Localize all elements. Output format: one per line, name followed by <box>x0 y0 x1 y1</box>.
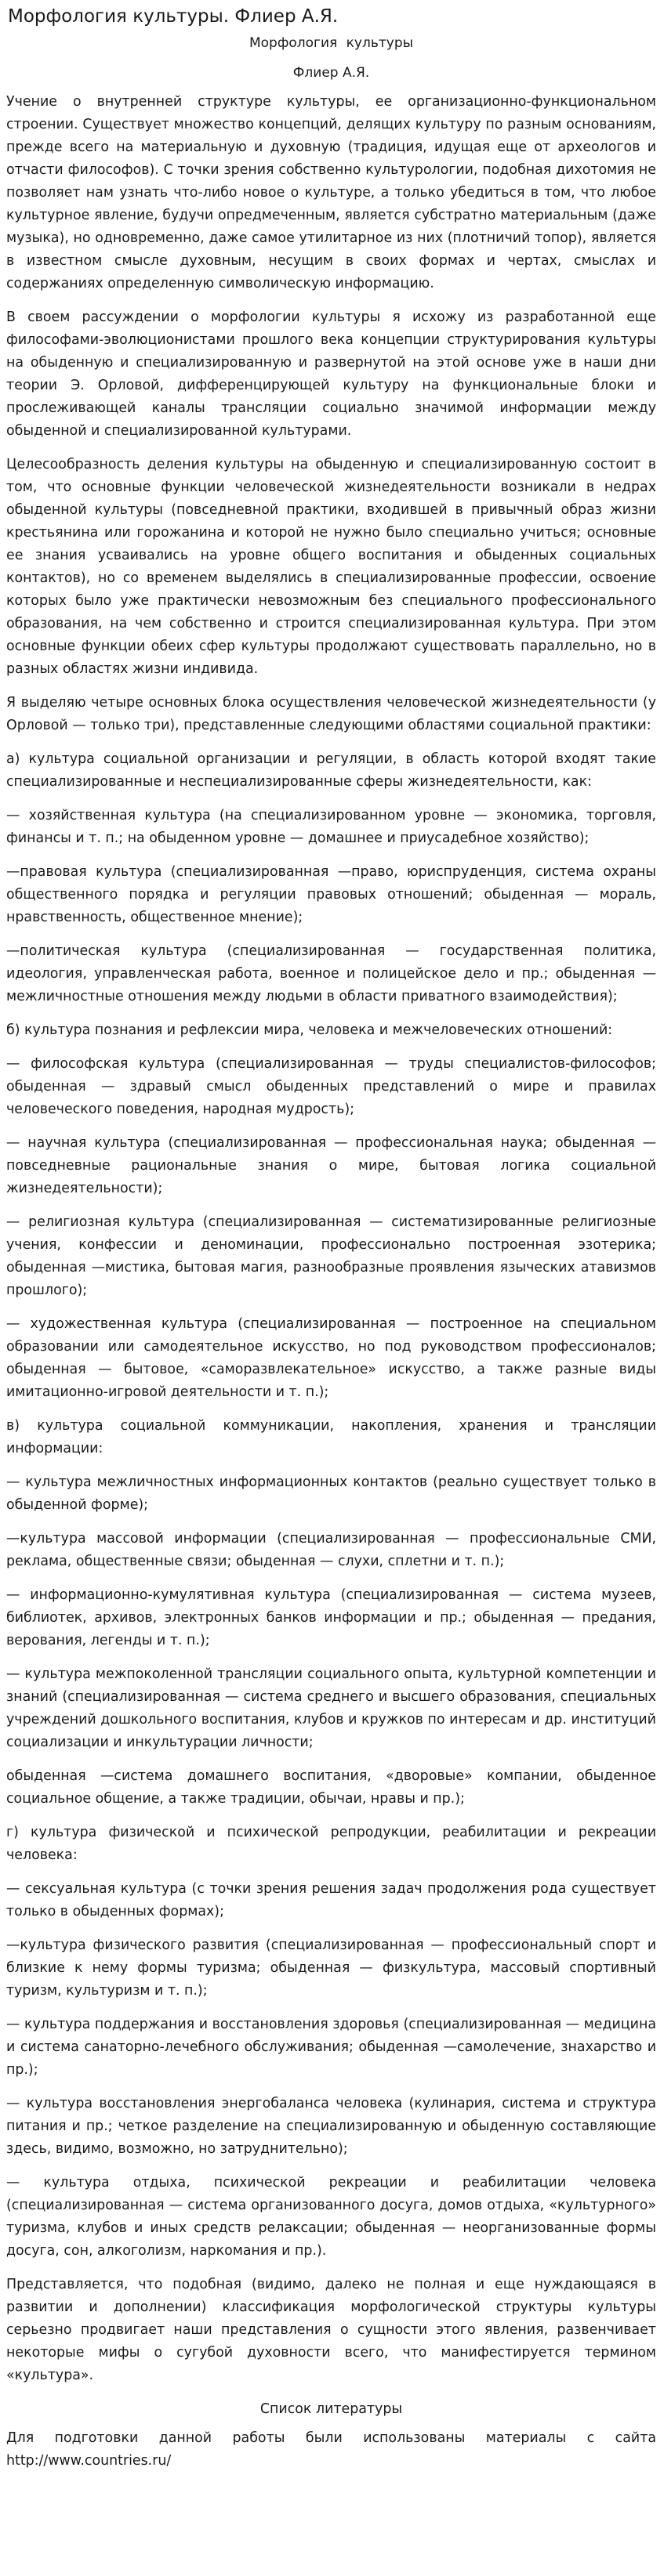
paragraph: — культура межличностных информационных контактов (реально существует только в обыденной форме); <box>6 1474 656 1513</box>
paragraph: —культура физического развития (специализированная — профессиональный спорт и близкие к нему формы туризма; обыденная — физкультура, массовый спортивный туризм, культуризм и т. п.); <box>6 1937 656 1999</box>
document-body <box>6 91 656 2387</box>
paragraph: — культура межпоколенной трансляции социального опыта, культурной компетенции и знаний (специализированная — система среднего и высшего образования, специальных учреждений дошкольного воспитания, клубов и кружков по интересам и др. институций социализации и инкультурации личности; <box>6 1666 656 1750</box>
paragraph: — художественная культура (специализированная — построенное на специальном образовании или самодеятельное искусство, но под руководством профессионалов; обыденная — бытовое, «саморазвлекательное» искусство, а также разные виды имитационно-игровой деятельности и т. п.); <box>6 1316 656 1400</box>
paragraph: Целесообразность деления культуры на обыденную и специализированную состоит в том, что основные функции человеческой жизнедеятельности возникали в недрах обыденной культуры (повседневной практики, входившей в привычный образ жизни крестьянина или горожанина и которой не нужно было специально учиться; основные ее знания усваивались на уровне общего воспитания и обыденных социальных контактов), но со временем выделялись в специализированные профессии, освоение которых было уже практически невозможным без специального профессионального образования, на чем собственно и строится специализированная культура. При этом основные функции обеих сфер культуры продолжают существовать параллельно, но в разных областях жизни индивида. <box>6 457 656 677</box>
paragraph: обыденная —система домашнего воспитания, «дворовые» компании, обыденное социальное общение, а также традиции, обычаи, нравы и пр.); <box>6 1768 656 1807</box>
paragraph: —культура массовой информации (специализированная — профессиональные СМИ, реклама, общественные связи; обыденная — слухи, сплетни и т. п.); <box>6 1531 656 1569</box>
paragraph: — религиозная культура (специализированная — систематизированные религиозные учения, конфессии и деноминации, профессионально построенная эзотерика; обыденная —мистика, бытовая магия, разнообразные проявления языческих атавизмов прошлого); <box>6 1214 656 1298</box>
references-text: Для подготовки данной работы были использованы материалы с сайта http://www.countries.ru/ <box>6 2430 656 2469</box>
paragraph: — культура отдыха, психической рекреации и реабилитации человека (специализированная — система организованного досуга, домов отдыха, «культурного» туризма, клубов и иных средств релаксации; обыденная — неорганизованные формы досуга, сон, алкоголизм, наркомания и пр.). <box>6 2175 656 2259</box>
paragraph: —правовая культура (специализированная —право, юриспруденция, система охраны общественного порядка и регуляции правовых отношений; обыденная — мораль, нравственность, общественное мнение); <box>6 864 656 925</box>
paragraph: в) культура социальной коммуникации, накопления, хранения и трансляции информации: <box>6 1418 656 1456</box>
paragraph: а) культура социальной организации и регуляции, в область которой входят такие специализированные и неспециализированные сферы жизнедеятельности, как: <box>6 751 656 790</box>
paragraph: В своем рассуждении о морфологии культуры я исхожу из разработанной еще философами-эволюционистами прошлого века концепции структурирования культуры на обыденную и специализированную и развернутой на этой основе уже в наши дни теории Э. Орловой, дифференцирующей культуру на функциональные блоки и прослеживающей каналы трансляции социально значимой информации между обыденной и специализированной культурами. <box>6 309 656 439</box>
paragraph: б) культура познания и рефлексии мира, человека и межчеловеческих отношений: <box>6 1022 613 1038</box>
paragraph: — культура поддержания и восстановления здоровья (специализированная — медицина и система санаторно-лечебного обслуживания; обыденная —самолечение, знахарство и пр.); <box>6 2017 656 2078</box>
document-author: Флиер А.Я. <box>292 65 370 81</box>
paragraph: г) культура физической и психической репродукции, реабилитации и рекреации человека: <box>6 1825 656 1863</box>
paragraph: — философская культура (специализированная — труды специалистов-философов; обыденная — здравый смысл обыденных представлений о мире и правилах человеческого поведения, народная мудрость); <box>6 1056 656 1117</box>
paragraph: — хозяйственная культура (на специализированном уровне — экономика, торговля, финансы и т. п.; на обыденном уровне — домашнее и приусадебное хозяйство); <box>6 808 656 846</box>
document-title: Морфология культуры. Флиер А.Я. <box>8 6 339 27</box>
paragraph: —политическая культура (специализированная — государственная политика, идеология, управленческая работа, военное и полицейское дело и пр.; обыденная — межличностные отношения между людьми в области приватного взаимодействия); <box>6 943 656 1004</box>
paragraph: Учение о внутренней структуре культуры, ее организационно-функциональном строении. Существует множество концепций, делящих культуру по разным основаниям, прежде всего на материальную и духовную (традиция, идущая еще от археологов и отчасти философов). С точки зрения собственно культурологии, подобная дихотомия не позволяет нам узнать что-либо новое о культуре, а только убедиться в том, что любое культурное явление, будучи опредмеченным, является субстратно материальным (даже музыка), но одновременно, даже самое утилитарное из них (плотничий топор), является в известном смысле духовным, несущим в своих формах и чертах, смыслах и содержаниях определенную символическую информацию. <box>6 94 656 291</box>
paragraph: — сексуальная культура (с точки зрения решения задач продолжения рода существует только в обыденных формах); <box>6 1881 656 1919</box>
paragraph: — информационно-кумулятивная культура (специализированная — система музеев, библиотек, архивов, электронных банков информации и пр.; обыденная — предания, верования, легенды и т. п.); <box>6 1587 656 1648</box>
paragraph: — культура восстановления энергобаланса человека (кулинария, система и структура питания и пр.; четкое разделение на специализированную и обыденную составляющие здесь, видимо, возможно, но затруднительно); <box>6 2096 656 2157</box>
paragraph: — научная культура (специализированная — профессиональная наука; обыденная — повседневные рациональные знания о мире, бытовая логика социальной жизнедеятельности); <box>6 1135 656 1196</box>
references-heading: Список литературы <box>259 2401 403 2417</box>
paragraph: Я выделяю четыре основных блока осуществления человеческой жизнедеятельности (у Орловой — только три), представленные следующими областями социальной практики: <box>6 695 656 733</box>
document-subtitle: Морфология культуры <box>249 35 414 51</box>
paragraph: Представляется, что подобная (видимо, далеко не полная и еще нуждающаяся в развитии и дополнении) классификация морфологической структуры культуры серьезно продвигает наши представления о сущности этого явления, развенчивает некоторые мифы о сугубой духовности всего, что манифестируется термином «культура». <box>6 2277 656 2383</box>
